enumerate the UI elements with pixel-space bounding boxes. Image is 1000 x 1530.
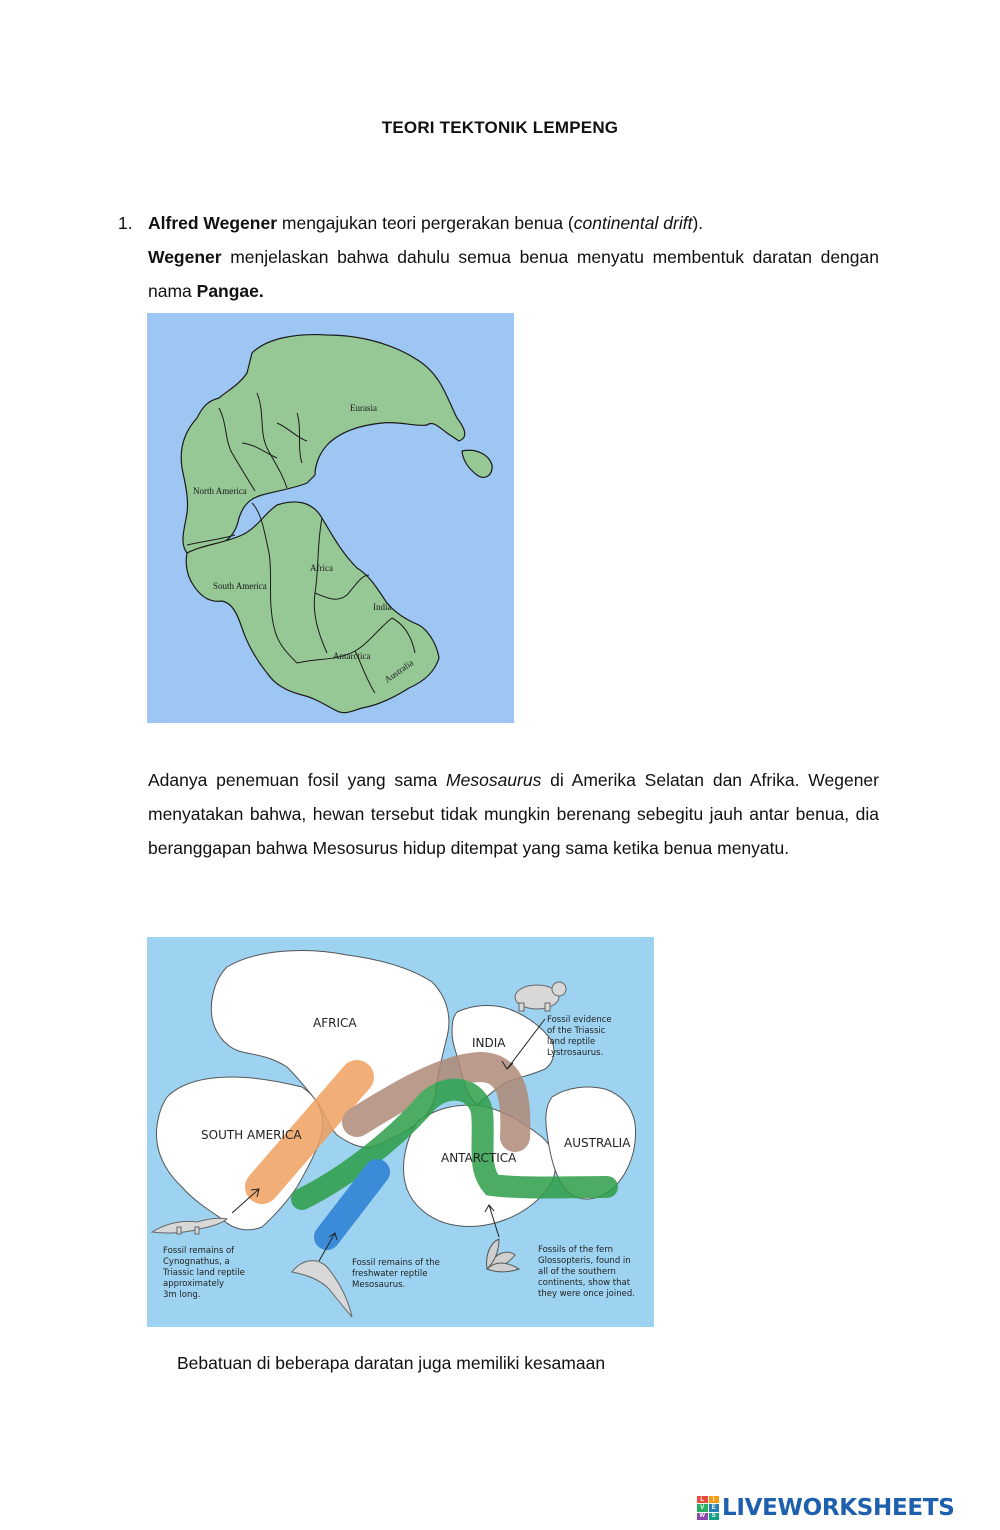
- label-antarctica: Antarctica: [333, 651, 371, 661]
- wegener-line-1: Alfred Wegener mengajukan teori pergerakan benua (continental drift).: [148, 213, 704, 233]
- note-cynognathus: Fossil remains of Cynognathus, a Triassic land reptile approximately 3m long.: [163, 1246, 245, 1300]
- cynognathus-icon: [152, 1218, 227, 1234]
- list-number: 1.: [118, 213, 133, 233]
- liveworksheets-logo[interactable]: [697, 1493, 954, 1523]
- rocks-line: Bebatuan di beberapa daratan juga memiliki kesamaan: [177, 1353, 606, 1373]
- note-mesosaurus: Fossil remains of the freshwater reptile Mesosaurus.: [352, 1258, 440, 1290]
- wegener-line-2: Wegener menjelaskan bahwa dahulu semua benua menyatu membentuk daratan dengan nama Pangae.: [148, 247, 879, 301]
- fossil-distribution-map: [147, 937, 654, 1327]
- glossopteris-icon: [487, 1239, 519, 1272]
- wegener-paragraph: [148, 206, 879, 308]
- label-antarctica: ANTARCTICA: [441, 1151, 517, 1165]
- pangaea-map: [147, 313, 514, 723]
- liveworksheets-logo-icon: L I V E W S: [697, 1496, 719, 1520]
- label-australia: AUSTRALIA: [564, 1136, 631, 1150]
- liveworksheets-logo-text: LIVEWORKSHEETS: [722, 1495, 955, 1521]
- note-glossopteris: Fossils of the fern Glossopteris, found in all of the southern continents, show that they were once joined.: [538, 1245, 635, 1299]
- mesosaurus-icon: [292, 1261, 352, 1317]
- label-africa: AFRICA: [313, 1016, 357, 1030]
- fossil-paragraph: Adanya penemuan fosil yang sama Mesosaurus di Amerika Selatan dan Afrika. Wegener menyatakan bahwa, hewan tersebut tidak mungkin berenang sebegitu jauh antar benua, dia beranggapan bahwa Mesosurus hidup ditempat yang sama ketika benua menyatu.: [148, 770, 879, 858]
- label-india: INDIA: [472, 1036, 506, 1050]
- label-india: India: [373, 602, 392, 612]
- label-south-america: SOUTH AMERICA: [201, 1128, 302, 1142]
- label-north-america: North America: [193, 486, 247, 496]
- label-australia: Australia: [382, 657, 416, 685]
- label-africa: Africa: [310, 563, 333, 573]
- page-title: TEORI TEKTONIK LEMPENG: [381, 118, 619, 137]
- lystrosaurus-icon: [515, 982, 566, 1011]
- kamchatka-landmass: [462, 450, 492, 477]
- label-south-america: South America: [213, 581, 267, 591]
- note-lystrosaurus: Fossil evidence of the Triassic land reptile Lystrosaurus.: [547, 1015, 612, 1058]
- label-eurasia: Eurasia: [350, 403, 377, 413]
